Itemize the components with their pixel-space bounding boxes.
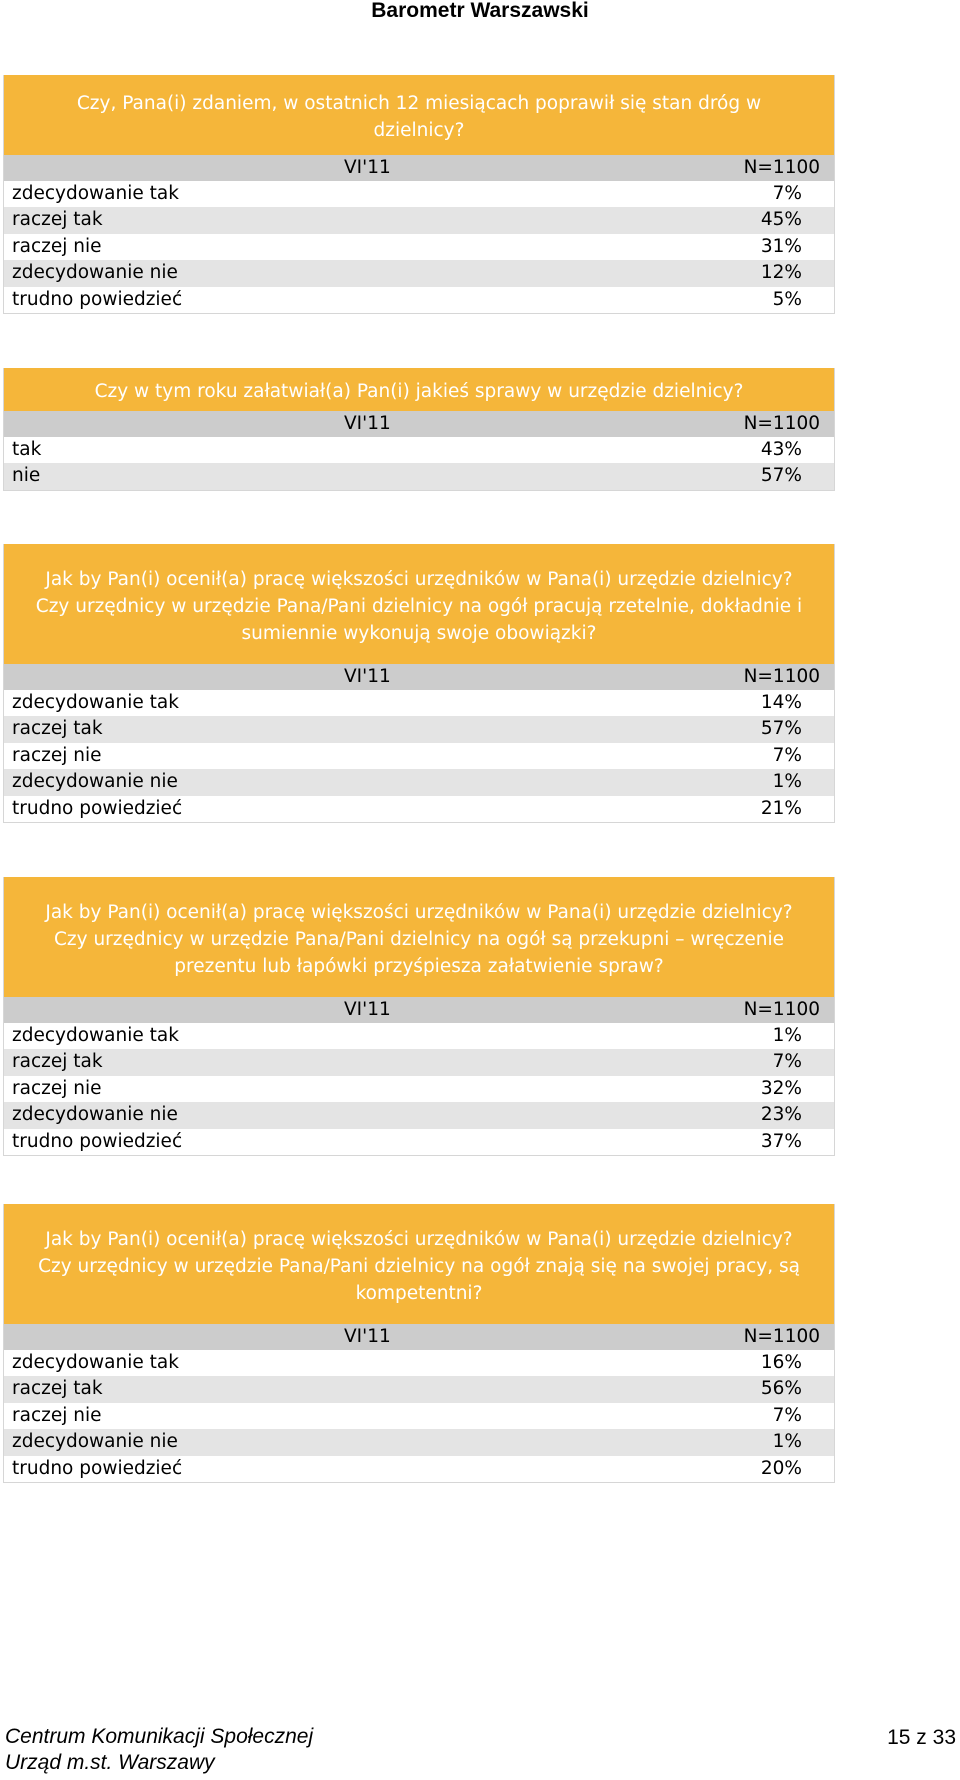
answer-value: 7% [772, 1051, 802, 1073]
answer-value: 43% [760, 439, 802, 460]
table-row [4, 1456, 834, 1482]
table-row [4, 463, 834, 489]
table-row [4, 207, 834, 233]
footer-org-line: Centrum Komunikacji Społecznej [5, 1725, 314, 1748]
answer-label: nie [12, 465, 41, 487]
table-row [4, 1350, 834, 1376]
question-line: kompetentni? [355, 1282, 483, 1304]
question-box [4, 368, 834, 411]
question-line: Czy, Pana(i) zdaniem, w ostatnich 12 miesiącach poprawił się stan dróg w [76, 93, 762, 114]
page-title: Barometr Warszawski [371, 0, 589, 22]
answer-value: 56% [760, 1378, 802, 1400]
question-line: dzielnicy? [373, 120, 465, 141]
answer-value: 57% [760, 718, 802, 740]
answer-label: zdecydowanie nie [12, 262, 178, 284]
sample-size-label: N=1100 [743, 1326, 820, 1347]
answer-value: 21% [760, 797, 802, 819]
answer-value: 57% [760, 465, 802, 487]
table-row [4, 1403, 834, 1429]
answer-value: 7% [772, 183, 802, 204]
table-row [4, 287, 834, 313]
answer-value: 7% [772, 744, 802, 766]
question-line: Jak by Pan(i) ocenił(a) pracę większości urzędników w Pana(i) urzędzie dzielnicy? [45, 901, 793, 923]
table-row [4, 716, 834, 742]
table-header-row [4, 664, 834, 690]
answer-label: zdecydowanie nie [12, 1104, 178, 1126]
table-row [4, 260, 834, 286]
table-row [4, 1129, 834, 1155]
answer-label: raczej nie [12, 235, 102, 257]
answer-label: trudno powiedzieć [12, 1130, 183, 1152]
table-row [4, 1076, 834, 1102]
answer-label: raczej tak [12, 1378, 103, 1400]
answer-value: 37% [760, 1130, 802, 1152]
question-box [4, 75, 834, 155]
survey-table-office-visit [3, 368, 835, 491]
question-box [4, 877, 834, 997]
period-label: VI'11 [344, 666, 391, 687]
answer-label: zdecydowanie nie [12, 771, 178, 793]
table-row [4, 1049, 834, 1075]
table-header-row [4, 1324, 834, 1350]
table-header-row [4, 155, 834, 181]
footer-org-line: Urząd m.st. Warszawy [5, 1751, 215, 1774]
page-number: 15 z 33 [887, 1726, 956, 1749]
table-row [4, 1376, 834, 1402]
question-line: sumiennie wykonują swoje obowiązki? [241, 622, 597, 644]
footer-organization [5, 1724, 313, 1776]
answer-label: raczej tak [12, 209, 103, 231]
survey-table-reliability [3, 544, 835, 823]
table-row [4, 796, 834, 822]
table-row [4, 1102, 834, 1128]
question-line: Czy urzędnicy w urzędzie Pana/Pani dzielnicy na ogół są przekupni – wręczenie [53, 928, 784, 950]
table-row [4, 1429, 834, 1455]
answer-value: 45% [760, 209, 802, 231]
table-row [4, 743, 834, 769]
survey-table-roads [3, 75, 835, 314]
table-row [4, 769, 834, 795]
question-line: Czy urzędnicy w urzędzie Pana/Pani dzielnicy na ogół znają się na swojej pracy, są [38, 1255, 800, 1277]
answer-label: trudno powiedzieć [12, 288, 183, 310]
table-row [4, 437, 834, 463]
answer-value: 1% [772, 771, 802, 793]
answer-value: 32% [760, 1077, 802, 1099]
answer-label: zdecydowanie tak [12, 692, 179, 713]
period-label: VI'11 [344, 157, 391, 178]
answer-label: trudno powiedzieć [12, 797, 183, 819]
answer-value: 5% [772, 288, 802, 310]
answer-label: raczej tak [12, 718, 103, 740]
answer-value: 14% [760, 692, 802, 713]
period-label: VI'11 [344, 1326, 391, 1347]
table-row [4, 234, 834, 260]
answer-value: 12% [760, 262, 802, 284]
sample-size-label: N=1100 [743, 666, 820, 687]
answer-label: raczej nie [12, 744, 102, 766]
answer-label: zdecydowanie nie [12, 1431, 178, 1453]
answer-value: 1% [772, 1431, 802, 1453]
question-box [4, 544, 834, 664]
table-row [4, 690, 834, 716]
answer-label: raczej nie [12, 1077, 102, 1099]
table-header-row [4, 997, 834, 1023]
question-line: Jak by Pan(i) ocenił(a) pracę większości urzędników w Pana(i) urzędzie dzielnicy? [45, 568, 793, 590]
table-row [4, 1023, 834, 1049]
answer-value: 23% [760, 1104, 802, 1126]
sample-size-label: N=1100 [743, 413, 820, 434]
question-line: Czy w tym roku załatwiał(a) Pan(i) jakieś sprawy w urzędzie dzielnicy? [94, 381, 744, 402]
answer-label: trudno powiedzieć [12, 1457, 183, 1479]
answer-label: tak [12, 439, 42, 460]
table-header-row [4, 411, 834, 437]
answer-label: raczej nie [12, 1404, 102, 1426]
question-line: Jak by Pan(i) ocenił(a) pracę większości urzędników w Pana(i) urzędzie dzielnicy? [45, 1228, 793, 1250]
answer-label: zdecydowanie tak [12, 1352, 179, 1373]
sample-size-label: N=1100 [743, 999, 820, 1020]
answer-value: 1% [772, 1025, 802, 1046]
question-box [4, 1204, 834, 1324]
table-row [4, 181, 834, 207]
answer-value: 16% [760, 1352, 802, 1373]
answer-label: raczej tak [12, 1051, 103, 1073]
survey-table-competence [3, 1204, 835, 1483]
answer-label: zdecydowanie tak [12, 183, 179, 204]
period-label: VI'11 [344, 999, 391, 1020]
question-line: Czy urzędnicy w urzędzie Pana/Pani dzielnicy na ogół pracują rzetelnie, dokładnie i [35, 595, 803, 617]
question-line: prezentu lub łapówki przyśpiesza załatwienie spraw? [174, 955, 664, 977]
answer-value: 31% [760, 235, 802, 257]
answer-value: 7% [772, 1404, 802, 1426]
answer-label: zdecydowanie tak [12, 1025, 179, 1046]
sample-size-label: N=1100 [743, 157, 820, 178]
survey-table-bribery [3, 877, 835, 1156]
period-label: VI'11 [344, 413, 391, 434]
answer-value: 20% [760, 1457, 802, 1479]
